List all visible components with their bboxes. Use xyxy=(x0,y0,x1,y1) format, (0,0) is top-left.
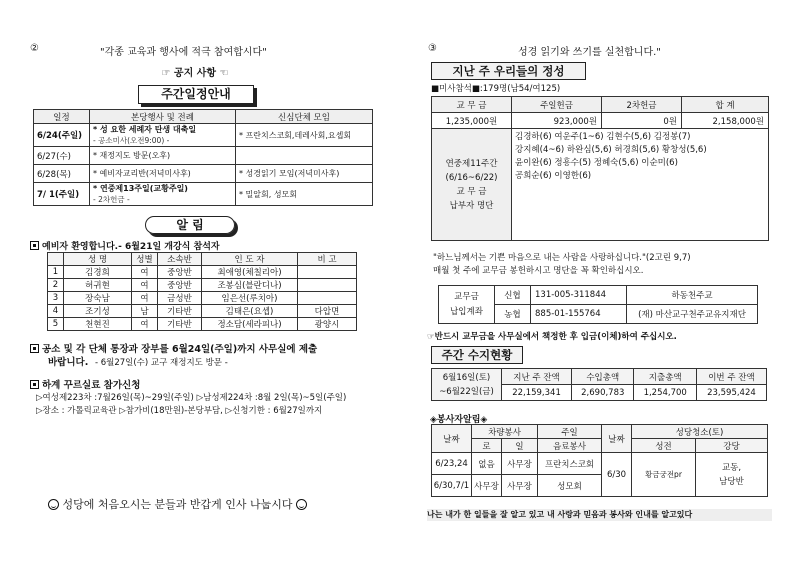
catechumen-heading xyxy=(30,239,220,252)
cell: 김경희 xyxy=(64,266,132,279)
finance-value: 23,595,424 xyxy=(696,385,766,401)
offering-value: 1,235,000원 xyxy=(432,113,512,129)
finance-header: 지난 주 잔액 xyxy=(502,369,572,385)
scripture-quote xyxy=(433,252,769,278)
finance-period xyxy=(432,369,502,401)
footer-text: 성당에 처음오시는 분들과 반갑게 인사 나눕시다 xyxy=(62,498,293,511)
finance-value: 1,254,700 xyxy=(634,385,696,401)
schedule-row xyxy=(34,147,373,165)
donor-label xyxy=(432,129,512,241)
cleaning-hall: 황금궁전pr xyxy=(632,453,696,497)
offering-value: 0원 xyxy=(602,113,682,129)
bullet-square-icon xyxy=(30,241,39,250)
offering-title: 지난 주 우리들의 정성 xyxy=(431,62,586,80)
cell: 2 xyxy=(48,279,64,292)
schedule-header: 신심단체 모임 xyxy=(236,110,373,124)
schedule-date: 6/28(목) xyxy=(34,165,90,183)
table-row xyxy=(48,318,357,331)
smile-icon xyxy=(48,499,59,510)
page-number: ② xyxy=(30,43,39,54)
finance-header: 지출총액 xyxy=(634,369,696,385)
volunteer-header: 차량봉사 xyxy=(472,425,538,439)
volunteer-header: 성전 xyxy=(632,439,696,453)
table-row xyxy=(48,279,357,292)
volunteer-header: 강당 xyxy=(696,439,768,453)
cell: 허귀현 xyxy=(64,279,132,292)
cell: 남 xyxy=(132,305,158,318)
event-sub: - 2차헌금 - xyxy=(93,195,130,204)
account-holder: 하동천주교 xyxy=(627,286,758,305)
bank-name: 신협 xyxy=(495,286,531,305)
event-text: * 성 요한 세례자 탄생 대축일 xyxy=(93,125,197,134)
catechumen-header: 소속반 xyxy=(158,253,202,266)
schedule-date: 7/ 1(주일) xyxy=(34,183,90,206)
schedule-header: 일정 xyxy=(34,110,90,124)
volunteer-cell: 사무장 xyxy=(502,453,538,475)
cell: 여 xyxy=(132,292,158,305)
cell xyxy=(298,279,357,292)
schedule-row xyxy=(34,124,373,147)
cell: 기타반 xyxy=(158,318,202,331)
period-line: 6월16일(토) xyxy=(442,372,491,383)
volunteer-cell: 없음 xyxy=(472,453,502,475)
table-row xyxy=(48,266,357,279)
finance-header: 이번 주 잔액 xyxy=(696,369,766,385)
volunteer-cell: 성모회 xyxy=(538,475,602,497)
donor-label-line: 교 무 금 xyxy=(456,186,487,197)
bullet-square-icon xyxy=(30,344,39,353)
catechumen-header: 성별 xyxy=(132,253,158,266)
schedule-group: * 성경읽기 모임(저녁미사후) xyxy=(236,165,373,183)
offering-table xyxy=(431,96,769,241)
offering-header: 교 무 금 xyxy=(432,97,512,113)
finance-value: 22,159,341 xyxy=(502,385,572,401)
volunteer-header: 성당청소(토) xyxy=(632,425,768,439)
cell: 조기성 xyxy=(64,305,132,318)
cell: 조봉심(블란디나) xyxy=(202,279,298,292)
cursillo-line: ▷여성제223차 :7월26일(목)~29일(주일) ▷남성제224차 :8월 2일(목)~5일(주일) xyxy=(36,393,347,403)
schedule-date: 6/27(수) xyxy=(34,147,90,165)
volunteer-header: 음료봉사 xyxy=(538,439,602,453)
schedule-row xyxy=(34,165,373,183)
schedule-title: 주간일정안내 xyxy=(138,85,254,104)
volunteer-date: 6/23,24 xyxy=(432,453,472,475)
cleaning-date: 6/30 xyxy=(602,453,632,497)
schedule-event xyxy=(90,124,236,147)
schedule-event: * 재정지도 방문(오후) xyxy=(90,147,236,165)
volunteer-header: 날짜 xyxy=(602,425,632,453)
cell: 김태은(요셉) xyxy=(202,305,298,318)
event-text: * 연중제13주일(교황주일) xyxy=(93,184,188,193)
cell: 5 xyxy=(48,318,64,331)
attendance: ■미사참석■:179명(남54/여125) xyxy=(431,84,561,94)
cell: 중앙반 xyxy=(158,279,202,292)
cursillo-line: ▷장소 : 가톨릭교육관 ▷참가비(18만원)-본당부담, ▷신청기한 : 6월27일까지 xyxy=(36,406,323,416)
schedule-event: * 예비자교리반(저녁미사후) xyxy=(90,165,236,183)
account-number: 885-01-155764 xyxy=(531,305,627,324)
offering-header: 2차헌금 xyxy=(602,97,682,113)
schedule-row xyxy=(34,183,373,206)
donor-line: 공희순(6) 이영한(6) xyxy=(515,171,592,181)
alim-title: 알 림 xyxy=(145,216,235,234)
footer-right: 나는 내가 한 일들을 잘 알고 있고 내 사랑과 믿음과 봉사와 인내를 알고있다 xyxy=(427,509,772,521)
account-holder: (재) 마산교구천주교유지재단 xyxy=(627,305,758,324)
donor-line: 김경하(6) 여운주(1~6) 김현수(5,6) 김정봉(7) xyxy=(515,132,691,142)
volunteer-header: 일 xyxy=(502,439,538,453)
bankbook-announcement xyxy=(30,343,370,370)
cell: 정소담(세라피나) xyxy=(202,318,298,331)
finance-title: 주간 수지현황 xyxy=(431,346,523,364)
schedule-date: 6/24(주일) xyxy=(34,124,90,147)
offering-header: 합 계 xyxy=(682,97,769,113)
cell: 3 xyxy=(48,292,64,305)
cell: 천현진 xyxy=(64,318,132,331)
period-line: ~6월22일(금) xyxy=(439,386,494,397)
account-number: 131-005-311844 xyxy=(531,286,627,305)
cell: 여 xyxy=(132,279,158,292)
schedule-table xyxy=(33,109,373,206)
footer-left xyxy=(48,496,307,512)
catechumen-header: 비 고 xyxy=(298,253,357,266)
donor-label-line: (6/16~6/22) xyxy=(445,172,498,183)
catechumen-header: 인 도 자 xyxy=(202,253,298,266)
right-page xyxy=(400,0,800,565)
cell: 여 xyxy=(132,266,158,279)
offering-header: 주일헌금 xyxy=(512,97,602,113)
donor-label-line: 연중제11주간 xyxy=(445,158,498,169)
catechumen-title: 예비자 환영합니다.- 6월21일 개강식 참석자 xyxy=(42,242,220,252)
finance-value: 2,690,783 xyxy=(572,385,634,401)
cell: 임은선(루치아) xyxy=(202,292,298,305)
page-motto: "각종 교육과 행사에 적극 참여합시다" xyxy=(100,47,267,58)
notice-title: ☞ 공지 사항 ☜ xyxy=(161,68,229,79)
cell: 다압면 xyxy=(298,305,357,318)
volunteer-cell: 프란치스코회 xyxy=(538,453,602,475)
catechumen-table xyxy=(47,252,357,331)
account-label xyxy=(439,286,495,324)
cell: 광양시 xyxy=(298,318,357,331)
cleaning-office: 교동, 남당반 xyxy=(696,453,768,497)
announce2-line1: 공소 및 각 단체 통장과 장부를 6월24일(주일)까지 사무실에 제출 xyxy=(42,344,318,355)
donor-label-line: 납부자 명단 xyxy=(449,200,494,211)
event-sub: - 공소미사(오전9:00) - xyxy=(93,136,170,145)
schedule-group: * 프란치스코회,데레사회,요셉회 xyxy=(236,124,373,147)
announce2-line2: 바랍니다. xyxy=(48,357,89,368)
cell: 여 xyxy=(132,318,158,331)
donor-line: 강지혜(4~6) 하완심(5,6) 허경희(5,6) 황창성(5,6) xyxy=(515,145,707,155)
quote-line: 매월 첫 주에 교무금 봉헌하시고 명단을 꼭 확인하십시오. xyxy=(433,266,644,276)
cell: 중앙반 xyxy=(158,266,202,279)
account-table xyxy=(438,285,758,324)
catechumen-header: 성 명 xyxy=(64,253,132,266)
quote-line: "하느님께서는 기쁜 마음으로 내는 사람을 사랑하십니다."(2고린 9,7) xyxy=(433,253,691,263)
payment-warning: ☞반드시 교무금을 사무실에서 책정한 후 입금(이체)하여 주십시오. xyxy=(427,332,677,342)
donor-list xyxy=(512,129,769,241)
account-label-line: 교무금 xyxy=(454,291,479,302)
cell: 장숙남 xyxy=(64,292,132,305)
smile-icon xyxy=(296,499,307,510)
cell: 최애영(체칠리아) xyxy=(202,266,298,279)
finance-header: 수입총액 xyxy=(572,369,634,385)
bullet-square-icon xyxy=(30,380,39,389)
schedule-group: * 밀알회, 성모회 xyxy=(236,183,373,206)
table-row xyxy=(48,292,357,305)
volunteer-cell: 사무장 xyxy=(502,475,538,497)
cell: 기타반 xyxy=(158,305,202,318)
table-row xyxy=(48,305,357,318)
cell xyxy=(298,266,357,279)
cell: 4 xyxy=(48,305,64,318)
announce2-note: - 6월27일(수) 교구 재정지도 방문 - xyxy=(94,358,228,368)
cell: 1 xyxy=(48,266,64,279)
cursillo-title: 하계 꾸르실료 참가신청 xyxy=(42,380,141,391)
schedule-header: 본당행사 및 전례 xyxy=(90,110,236,124)
offering-value: 923,000원 xyxy=(512,113,602,129)
catechumen-header xyxy=(48,253,64,266)
schedule-group xyxy=(236,147,373,165)
schedule-event xyxy=(90,183,236,206)
page-number: ③ xyxy=(428,43,437,54)
account-label-line: 납입계좌 xyxy=(450,306,483,317)
cell: 금성반 xyxy=(158,292,202,305)
volunteer-title: ◈봉사자알림◈ xyxy=(430,415,488,425)
volunteer-table xyxy=(431,424,768,497)
cell xyxy=(298,292,357,305)
bank-name: 농협 xyxy=(495,305,531,324)
cursillo-heading xyxy=(30,377,140,391)
volunteer-cell: 사무장 xyxy=(472,475,502,497)
finance-table xyxy=(431,368,767,401)
volunteer-header: 날짜 xyxy=(432,425,472,453)
volunteer-header: 주일 xyxy=(538,425,602,439)
offering-value: 2,158,000원 xyxy=(682,113,769,129)
volunteer-header: 로 xyxy=(472,439,502,453)
volunteer-date: 6/30,7/1 xyxy=(432,475,472,497)
donor-line: 윤이완(6) 정흥수(5) 정혜숙(5,6) 이순미(6) xyxy=(515,158,678,168)
page-motto: 성경 읽기와 쓰기를 실천합니다." xyxy=(518,47,661,58)
